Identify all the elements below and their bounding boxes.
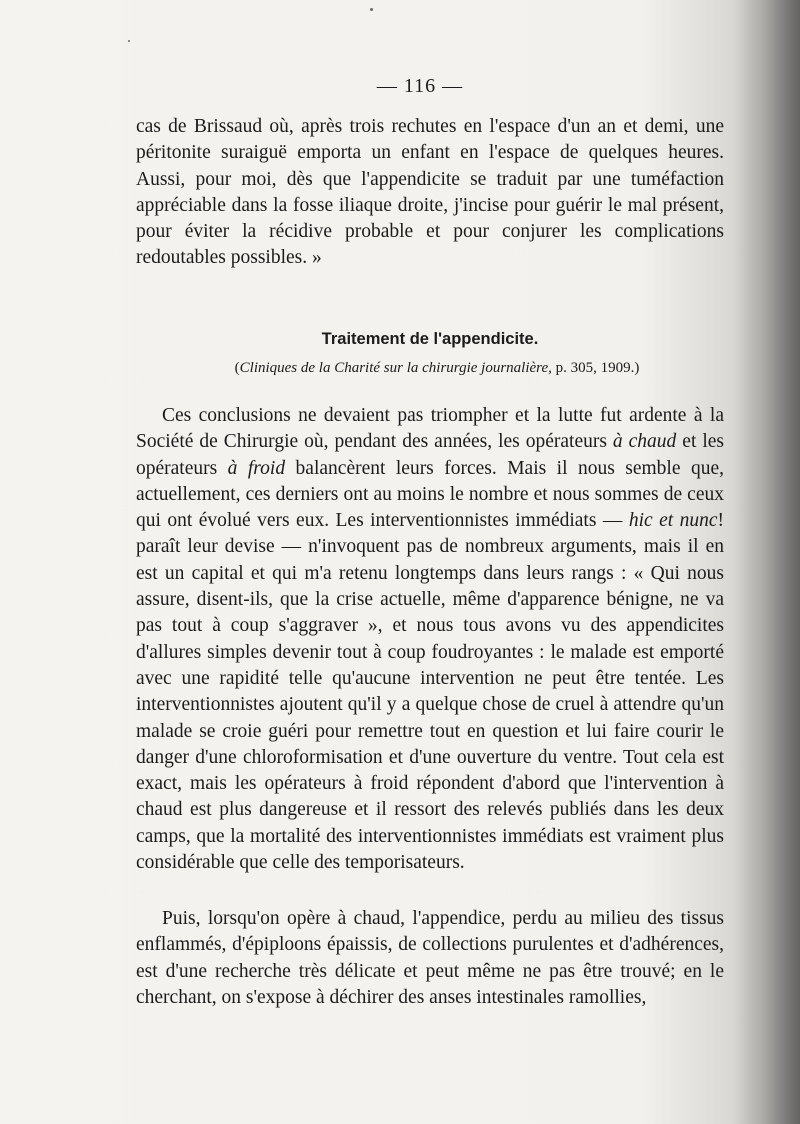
paragraph-hot-operation: Puis, lorsqu'on opère à chaud, l'appendice, perdu au milieu des tissus enflammés, d'épiploons épaissis, de collections purulentes et d'adhérences, est d'une recherche très délicate et peut même ne pas être trouvé; en le cherchant, on s'expose à déchirer des anses intestinales ramollies, — [136, 908, 724, 1008]
citation — [150, 360, 724, 377]
text-run: ! paraît leur devise — n'invoquent pas de nombreux arguments, mais il en est un capital et qui m'a retenu longtemps dans leurs rangs : « Qui nous assure, disent-ils, que la crise actuelle, même d'apparence bénigne, ne va pas tout à coup s'aggraver », et nous tous avons vu des appendicites d'allures simples devenir tout à coup foudroyantes : le malade est emporté avec une rapidité telle qu'aucune intervention ne peut être tentée. Les interventionnistes ajoutent qu'il y a quelque chose de cruel à attendre qu'un malade se croie guéri pour remettre tout en question et lui faire courir le danger d'une chloroformisation et d'une ouverture du ventre. Tout cela est exact, mais les opérateurs à froid répondent d'abord que l'intervention à chaud est plus dangereuse et il ressort des relevés publiés dans les deux camps, que la mortalité des interventionnistes immédiats est vraiment plus considérable que celle des temporisateurs. — [136, 510, 724, 874]
text-run: et les opérateurs — [136, 431, 725, 479]
page-number: — 116 — — [376, 75, 464, 97]
citation-rest: p. 305, 1909.) — [551, 360, 640, 376]
italic-run: à froid — [227, 457, 286, 479]
citation-open: ( — [234, 360, 240, 376]
section-heading: Traitement de l'appendicite. — [321, 330, 539, 348]
paragraph-continuation: cas de Brissaud où, après trois rechutes en l'espace d'un an et demi, une péritonite suraiguë emporta un enfant en l'espace de quelques heures. Aussi, pour moi, dès que l'appendicite se traduit par une tuméfaction appréciable dans la fosse iliaque droite, j'incise pour guérir le mal présent, pour éviter la récidive probable et pour conjurer les complications redoutables possibles. » — [136, 116, 724, 269]
text-run: balancèrent leurs forces. Mais il nous semble que, actuellement, ces derniers ont au moins le nombre et nous sommes de ceux qui ont évolué vers eux. Les interventionnistes immédiats — — [136, 457, 724, 532]
italic-run: à chaud — [612, 431, 677, 453]
paragraph-conclusions — [136, 403, 724, 876]
citation-source: Cliniques de la Charité sur la chirurgie journalière, — [239, 360, 552, 376]
italic-run: hic et nunc — [628, 510, 718, 532]
page-edge-shadow — [730, 0, 800, 1124]
scan-speck — [128, 40, 130, 42]
scan-speck — [370, 8, 373, 11]
text-run: Ces conclusions ne devaient pas triompher et la lutte fut ardente à la Société de Chirurgie où, pendant des années, les opérateurs — [136, 405, 724, 453]
